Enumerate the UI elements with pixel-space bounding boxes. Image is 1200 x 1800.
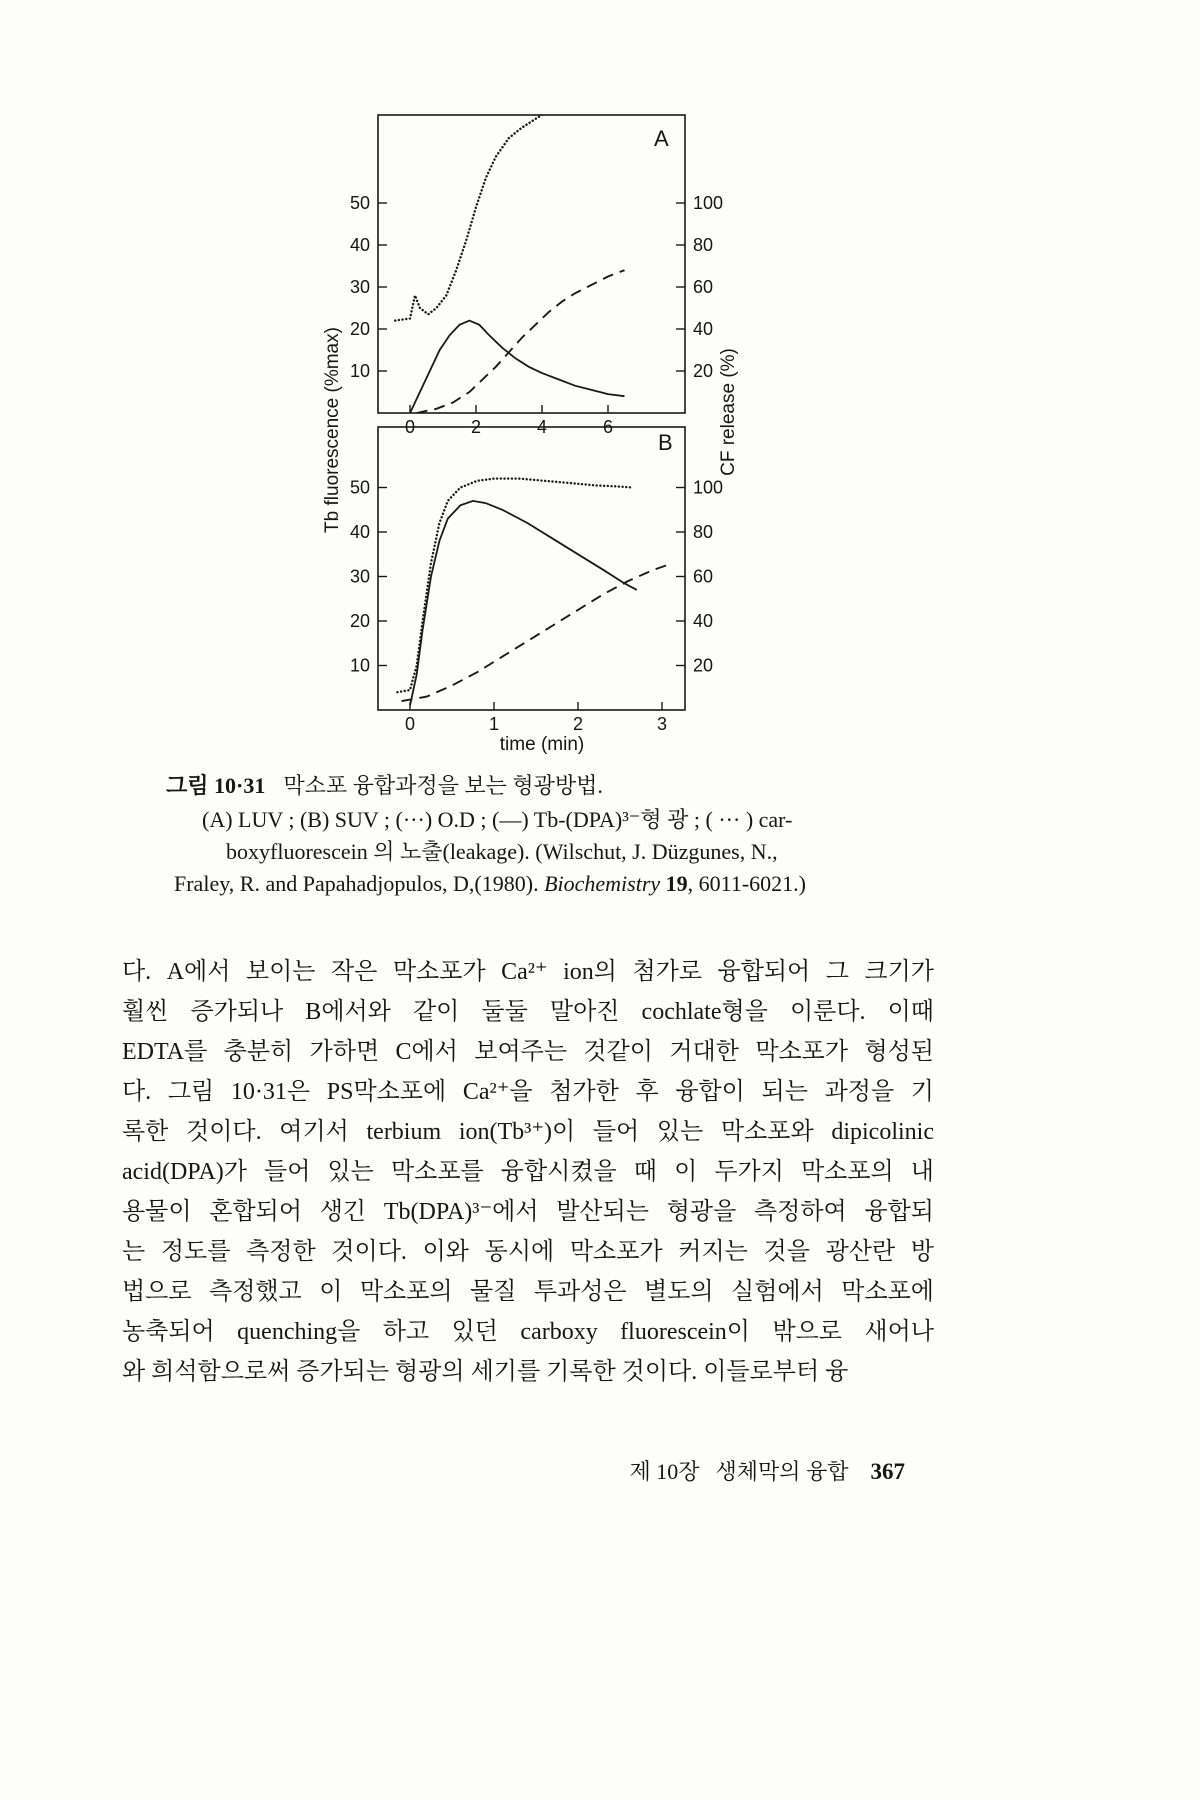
x-tick-label: 3 bbox=[656, 714, 668, 734]
figure-caption bbox=[166, 770, 996, 900]
body-line: 훨씬 증가되나 B에서와 같이 둘둘 말아진 cochlate형을 이룬다. 이때 bbox=[122, 999, 934, 1025]
x-tick-label: 0 bbox=[404, 714, 416, 734]
journal-volume: 19 bbox=[660, 871, 688, 896]
y-tick-left-label: 30 bbox=[349, 277, 370, 297]
series-carboxyfluorescein-leakage bbox=[402, 565, 667, 701]
x-tick-label: 1 bbox=[488, 714, 500, 734]
journal-name: Biochemistry bbox=[544, 871, 661, 896]
panel-A bbox=[350, 111, 723, 437]
y-tick-left-label: 20 bbox=[349, 319, 370, 339]
x-tick-label: 2 bbox=[470, 417, 482, 437]
panel-letter-B: B bbox=[658, 430, 673, 455]
y-tick-left-label: 40 bbox=[349, 522, 370, 542]
panel-B bbox=[350, 427, 723, 734]
page-footer bbox=[629, 1455, 905, 1486]
y-tick-left-label: 20 bbox=[349, 611, 370, 631]
y-tick-right-label: 60 bbox=[693, 277, 714, 297]
caption-reference-end: , 6011-6021.) bbox=[687, 871, 807, 896]
caption-line-4 bbox=[174, 868, 996, 900]
series-o-d bbox=[395, 111, 548, 321]
body-line: 는 정도를 측정한 것이다. 이와 동시에 막소포가 커지는 것을 광산란 방 bbox=[122, 1239, 934, 1265]
body-line: 와 희석함으로써 증가되는 형광의 세기를 기록한 것이다. 이들로부터 융 bbox=[122, 1359, 849, 1385]
body-line: 농축되어 quenching을 하고 있던 carboxy fluorescein이 밖으로 새어나 bbox=[122, 1319, 934, 1345]
caption-line-2: (A) LUV ; (B) SUV ; (···) O.D ; (—) Tb-(DPA)³⁻형 광 ; ( ··· ) car- bbox=[202, 807, 793, 832]
caption-line-3: boxyfluorescein 의 노출(leakage). (Wilschut, J. Düzgunes, N., bbox=[226, 839, 778, 864]
y-tick-left-label: 30 bbox=[349, 566, 370, 587]
series-tb-dpa-3-fluorescence bbox=[410, 501, 637, 706]
body-line: 법으로 측정했고 이 막소포의 물질 투과성은 별도의 실험에서 막소포에 bbox=[122, 1279, 934, 1305]
caption-line-1 bbox=[166, 770, 996, 802]
y-tick-right-label: 100 bbox=[693, 193, 724, 213]
y-tick-left-label: 10 bbox=[349, 655, 370, 676]
series-o-d bbox=[397, 479, 632, 693]
y-tick-right-label: 80 bbox=[693, 522, 714, 542]
figure-number: 그림 10·31 bbox=[166, 773, 266, 798]
page-number: 367 bbox=[870, 1459, 905, 1484]
body-line: acid(DPA)가 들어 있는 막소포를 융합시켰을 때 이 두가지 막소포의 내 bbox=[122, 1159, 934, 1185]
y-tick-right-label: 20 bbox=[693, 361, 714, 381]
y-tick-right-label: 20 bbox=[693, 655, 714, 676]
y-tick-right-label: 80 bbox=[693, 235, 714, 255]
y-tick-right-label: 60 bbox=[693, 566, 714, 587]
x-tick-label: 6 bbox=[602, 417, 614, 437]
y-axis-label-right: CF release (%) bbox=[718, 348, 739, 476]
panel-B-frame bbox=[378, 427, 685, 710]
caption-reference: Fraley, R. and Papahadjopulos, D,(1980). bbox=[174, 871, 545, 896]
body-line: EDTA를 충분히 가하면 C에서 보여주는 것같이 거대한 막소포가 형성된 bbox=[122, 1039, 934, 1065]
y-tick-right-label: 100 bbox=[693, 477, 724, 498]
body-line: 다. A에서 보이는 작은 막소포가 Ca²⁺ ion의 첨가로 융합되어 그 크기가 bbox=[122, 959, 934, 985]
body-paragraph bbox=[122, 952, 934, 1392]
y-axis-label-left: Tb fluorescence (%max) bbox=[322, 327, 343, 533]
y-tick-right-label: 40 bbox=[693, 611, 714, 631]
x-tick-label: 4 bbox=[536, 417, 548, 437]
y-tick-left-label: 40 bbox=[349, 235, 370, 255]
y-tick-left-label: 50 bbox=[349, 477, 370, 498]
x-axis-label: time (min) bbox=[499, 734, 585, 755]
body-line: 록한 것이다. 여기서 terbium ion(Tb³⁺)이 들어 있는 막소포와 dipicolinic bbox=[122, 1119, 934, 1145]
caption-title: 막소포 융합과정을 보는 형광방법. bbox=[283, 773, 603, 798]
body-line: 다. 그림 10·31은 PS막소포에 Ca²⁺을 첨가한 후 융합이 되는 과정을 기 bbox=[122, 1079, 934, 1105]
chapter-label: 제 10장 bbox=[629, 1459, 700, 1484]
series-tb-dpa-3-fluorescence bbox=[410, 321, 625, 413]
section-title: 생체막의 융합 bbox=[715, 1459, 849, 1484]
y-tick-left-label: 10 bbox=[349, 361, 370, 381]
y-tick-left-label: 50 bbox=[349, 193, 370, 213]
panel-letter-A: A bbox=[654, 126, 669, 151]
x-tick-label: 0 bbox=[404, 417, 416, 437]
body-line: 용물이 혼합되어 생긴 Tb(DPA)³⁻에서 발산되는 형광을 측정하여 융합되 bbox=[122, 1199, 934, 1225]
y-tick-right-label: 40 bbox=[693, 319, 714, 339]
fusion-fluorescence-figure bbox=[300, 100, 770, 770]
x-tick-label: 2 bbox=[572, 714, 584, 734]
